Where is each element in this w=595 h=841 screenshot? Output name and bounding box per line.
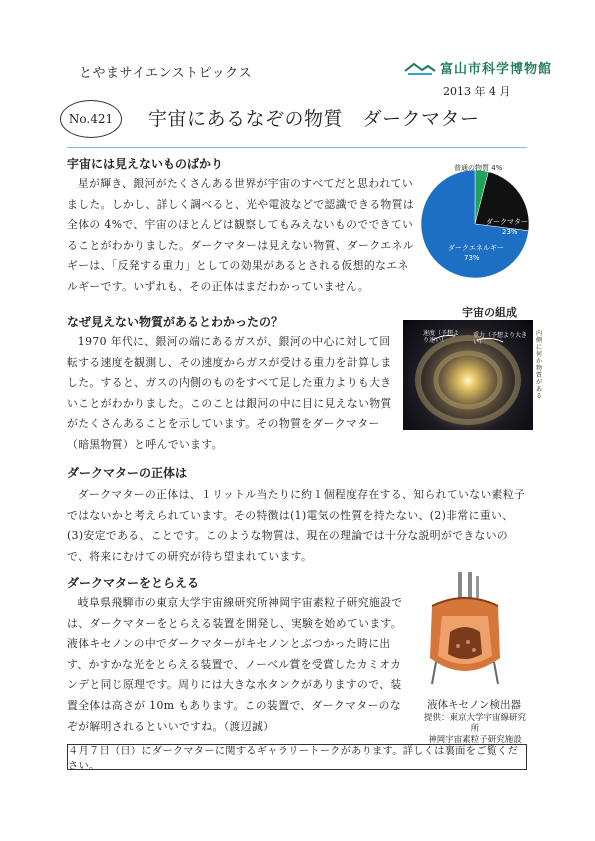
section-heading: 宇宙には見えないものばかり	[67, 157, 224, 171]
pie-label-dark-matter-pct: 23%	[502, 228, 518, 236]
series-title: とやまサイエンストピックス	[79, 66, 253, 81]
pie-label-dark-energy-pct: 73%	[464, 254, 480, 262]
title-divider	[67, 147, 527, 148]
section-heading: ダークマターの正体は	[67, 466, 188, 480]
section-heading: なぜ見えない物質があるとわかったの？	[67, 315, 284, 329]
chart-title: 宇宙の組成	[462, 306, 517, 319]
section-text: 星が輝き、銀河がたくさんある世界が宇宙のすべてだと思われていました。しかし、詳しく調べると、光や電波などで認識できる物質は全体の 4%で、宇宙のほとんどは観察してもみえないものでできていることがわかりました。ダークマターは見えない物質、ダークエネルギーは、「反発する重力」としての効果があるとされる仮想的なエネルギーです。いずれも、その正体はまだわかっていません。	[67, 177, 415, 293]
museum-name: 富山市科学博物館	[440, 62, 553, 77]
page-title: 宇宙にあるなぞの物質 ダークマター	[148, 108, 480, 130]
museum-logo	[404, 58, 552, 77]
pie-label-dark-matter: ダークマター	[486, 218, 528, 226]
issue-number: No.421	[60, 100, 122, 138]
pie-label-dark-energy: ダークエネルギー	[448, 244, 504, 252]
pie-label-ordinary: 普通の物質 4%	[454, 164, 503, 172]
event-notice-box: ４月７日（日）にダークマターに関するギャラリートークがあります。詳しくは裏面をご覧ください。	[67, 744, 527, 770]
detector-caption: 液体キセノン検出器	[427, 699, 521, 711]
galaxy-gravity-label: 重力（予想より大きい）	[473, 332, 528, 346]
galaxy-speed-label: 速度（予想より速い）	[423, 330, 460, 344]
detector-credit-line: 神岡宇宙素粒子研究施設	[428, 735, 522, 745]
section-text: 1970 年代に、銀河の端にあるガスが、銀河の中心に対して回転する速度を観測し、その速度からガスが受ける重力を計算しました。すると、ガスの内側のものをすべて足した重力よりも大きいことがわかりました。このことは銀河の中に目に見えない物質がたくさんあることを示しています。その物質をダークマター（暗黒物質）と呼んでいます。	[67, 335, 392, 451]
section-text: 岐阜県飛騨市の東京大学宇宙線研究所神岡宇宙素粒子研究施設では、ダークマターをとらえる装置を開発し、実験を始めています。液体キセノンの中でダークマターがキセノンとぶつかった時に出す、かすかな光をとらえる装置で、ノーベル賞を受賞したカミオカンデと同じ原理です。周りには大きな水タンクがありますので、装置全体は高さが 10m もあります。この装置で、ダークマターのなぞが解明されるといいですね。（渡辺誠）	[67, 596, 403, 733]
galaxy-image	[403, 320, 533, 430]
universe-composition-pie-chart	[420, 154, 530, 289]
section-text: ダークマターの正体は、１リットル当たりに約１個程度存在する、知られていない素粒子ではないかと考えられています。その特徴は(1)電気の性質を持たない、(2)非常に重い、(3)安定である、ことです。このような物質は、現在の理論では十分な説明ができないので、将来にむけての研究が待ち望まれています。	[67, 488, 526, 563]
detector-credit-line: 提供：東京大学宇宙線研究所	[423, 713, 526, 734]
section-heading: ダークマターをとらえる	[67, 576, 200, 590]
xenon-detector-image	[420, 572, 510, 688]
museum-mark-icon	[404, 61, 436, 75]
issue-date: 2013 年 4 月	[443, 85, 511, 98]
galaxy-side-note: 内側に何か物質がある	[536, 330, 543, 400]
